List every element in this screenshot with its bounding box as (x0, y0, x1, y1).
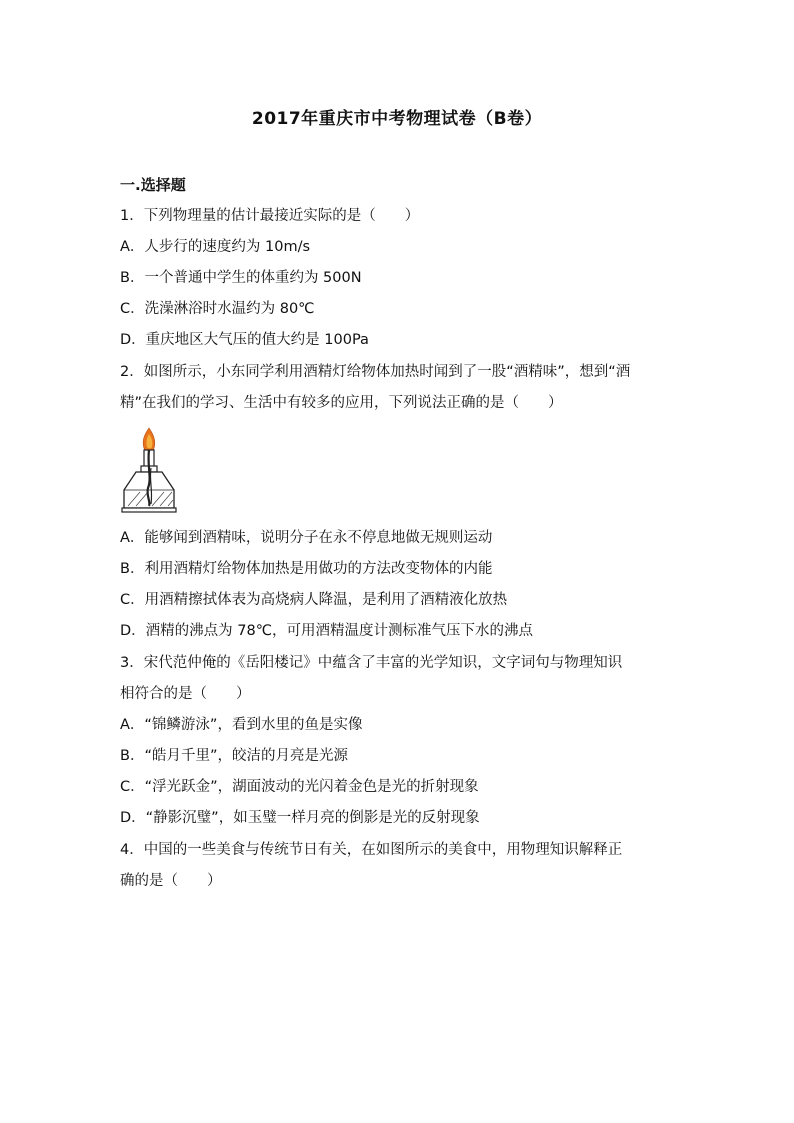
section-heading: 一.选择题 (120, 176, 186, 194)
alcohol-lamp-icon (118, 426, 180, 518)
question-3-option-b: B．“皓月千里”，皎洁的月亮是光源 (120, 748, 348, 764)
question-1-option-b: B．一个普通中学生的体重约为 500N (120, 270, 362, 286)
question-1-option-a: A．人步行的速度约为 10m/s (120, 239, 311, 255)
question-2-stem-line-1: 2．如图所示，小东同学利用酒精灯给物体加热时闻到了一股“酒精味”，想到“酒 (120, 364, 631, 380)
question-2-option-b: B．利用酒精灯给物体加热是用做功的方法改变物体的内能 (120, 561, 493, 577)
question-4-stem-line-2: 确的是（ ） (120, 873, 222, 889)
question-1-option-c: C．洗澡淋浴时水温约为 80℃ (120, 301, 315, 317)
question-3-option-a: A．“锦鳞游泳”，看到水里的鱼是实像 (120, 717, 363, 733)
question-4-stem-line-1: 4．中国的一些美食与传统节日有关，在如图所示的美食中，用物理知识解释正 (120, 842, 623, 858)
page-title: 2017年重庆市中考物理试卷（B卷） (251, 109, 543, 129)
question-2-option-a: A．能够闻到酒精味，说明分子在永不停息地做无规则运动 (120, 530, 493, 546)
question-1-stem: 1．下列物理量的估计最接近实际的是（ ） (120, 208, 420, 224)
question-3-option-c: C．“浮光跃金”，湖面波动的光闪着金色是光的折射现象 (120, 779, 479, 795)
question-2-option-c: C．用酒精擦拭体表为高烧病人降温，是利用了酒精液化放热 (120, 592, 508, 608)
question-1-option-d: D．重庆地区大气压的值大约是 100Pa (120, 332, 369, 348)
question-3-stem-line-1: 3．宋代范仲俺的《岳阳楼记》中蕴含了丰富的光学知识，文字词句与物理知识 (120, 655, 623, 671)
question-2-option-d: D．酒精的沸点为 78℃，可用酒精温度计测标准气压下水的沸点 (120, 623, 534, 639)
question-3-option-d: D．“静影沉璧”，如玉璧一样月亮的倒影是光的反射现象 (120, 810, 480, 826)
alcohol-lamp-figure (118, 426, 180, 518)
question-2-stem-line-2: 精”在我们的学习、生活中有较多的应用，下列说法正确的是（ ） (120, 395, 563, 411)
question-3-stem-line-2: 相符合的是（ ） (120, 686, 251, 702)
